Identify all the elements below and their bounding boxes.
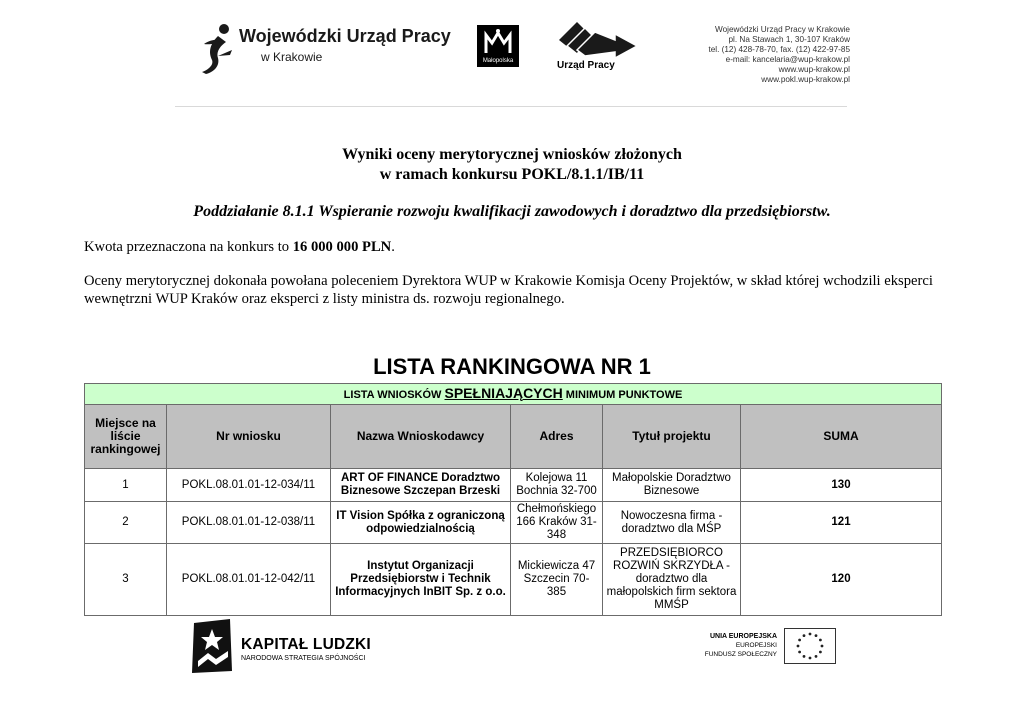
eu-flag-icon [784, 628, 836, 664]
column-header-place: Miejsce na liście rankingowej [85, 405, 167, 469]
eu-line1: UNIA EUROPEJSKA [709, 633, 777, 640]
eu-text [705, 632, 777, 659]
table-row [85, 502, 942, 544]
column-header-address: Adres [511, 405, 603, 469]
table-row [85, 469, 942, 502]
cell-place: 2 [85, 502, 167, 544]
amount-suffix: . [391, 239, 395, 255]
column-header-title: Tytuł projektu [603, 405, 741, 469]
column-header-number: Nr wniosku [167, 405, 331, 469]
wup-logo [198, 22, 451, 78]
kapital-ludzki-emblem-icon [190, 617, 236, 675]
cell-address: Kolejowa 11 Bochnia 32-700 [511, 469, 603, 502]
eu-line2: EUROPEJSKI [735, 642, 777, 649]
cell-place: 3 [85, 544, 167, 616]
ranking-list-heading: LISTA RANKINGOWA NR 1 [373, 354, 651, 379]
address-line: Wojewódzki Urząd Pracy w Krakowie [715, 25, 850, 34]
address-email: e-mail: kancelaria@wup-krakow.pl [725, 54, 850, 64]
cell-applicant: ART OF FINANCE Doradztwo Biznesowe Szczepan Brzeski [331, 469, 511, 502]
band-emphasis: SPEŁNIAJĄCYCH [444, 384, 563, 401]
document-subtitle: Poddziałanie 8.1.1 Wspieranie rozwoju kwalifikacji zawodowych i doradztwo dla przedsiębiorstw. [193, 203, 831, 220]
ranking-table [84, 383, 942, 616]
office-address [708, 25, 850, 84]
eu-logo [690, 626, 840, 666]
cell-place: 1 [85, 469, 167, 502]
malopolska-label: Małopolska [482, 58, 514, 64]
band-prefix: LISTA WNIOSKÓW [343, 388, 445, 401]
amount-prefix: Kwota przeznaczona na konkurs to [84, 239, 293, 255]
cell-title: Małopolskie Doradztwo Biznesowe [603, 469, 741, 502]
cell-title: Nowoczesna firma - doradztwo dla MŚP [603, 502, 741, 544]
address-website: www.wup-krakow.pl [778, 64, 850, 74]
urzad-pracy-logo [555, 20, 641, 75]
address-line: pl. Na Stawach 1, 30-107 Kraków [728, 34, 850, 44]
header-divider [175, 106, 847, 107]
running-figure-icon [198, 22, 236, 76]
malopolska-emblem-icon [477, 27, 519, 59]
cell-number: POKL.08.01.01-12-038/11 [167, 502, 331, 544]
wup-logo-title: Wojewódzki Urząd Pracy [239, 26, 451, 46]
cell-address: Mickiewicza 47 Szczecin 70-385 [511, 544, 603, 616]
eu-line3: FUNDUSZ SPOŁECZNY [704, 651, 777, 658]
page-header [0, 0, 1024, 110]
table-row [85, 544, 942, 616]
amount-paragraph [84, 238, 954, 256]
column-header-applicant: Nazwa Wnioskodawcy [331, 405, 511, 469]
table-band [85, 384, 942, 405]
cell-applicant: Instytut Organizacji Przedsiębiorstw i Technik Informacyjnych InBIT Sp. z o.o. [331, 544, 511, 616]
amount-value: 16 000 000 PLN [292, 239, 392, 255]
column-header-sum: SUMA [741, 405, 942, 469]
document-title-line1: Wyniki oceny merytorycznej wniosków złożonych [342, 146, 682, 163]
kapital-ludzki-title: KAPITAŁ LUDZKI [241, 636, 371, 653]
malopolska-logo [477, 25, 519, 67]
cell-number: POKL.08.01.01-12-034/11 [167, 469, 331, 502]
cell-address: Chełmońskiego 166 Kraków 31-348 [511, 502, 603, 544]
cell-number: POKL.08.01.01-12-042/11 [167, 544, 331, 616]
wup-logo-subtitle: w Krakowie [261, 50, 323, 64]
table-header-row [85, 405, 942, 469]
cell-sum: 130 [741, 469, 942, 502]
cell-sum: 120 [741, 544, 942, 616]
urzad-pracy-label: Urząd Pracy [557, 60, 615, 71]
document-title-line2: w ramach konkursu POKL/8.1.1/IB/11 [379, 166, 645, 183]
cell-sum: 121 [741, 502, 942, 544]
kapital-ludzki-subtitle: NARODOWA STRATEGIA SPÓJNOŚCI [241, 655, 366, 662]
commission-paragraph: Oceny merytorycznej dokonała powołana poleceniem Dyrektora WUP w Krakowie Komisja Oceny Projektów, w skład której wchodzili eksperci wewnętrzni WUP Kraków oraz eksperci z listy ministra ds. rozwoju regionalnego. [84, 273, 933, 307]
address-line: tel. (12) 428-78-70, fax. (12) 422-97-85 [708, 44, 850, 54]
cell-applicant: IT Vision Spółka z ograniczoną odpowiedzialnością [331, 502, 511, 544]
cards-arrow-icon [555, 20, 641, 60]
kapital-ludzki-logo [190, 617, 390, 677]
cell-title: PRZEDSIĘBIORCO ROZWIŃ SKRZYDŁA - doradztwo dla małopolskich firm sektora MMŚP [603, 544, 741, 616]
band-suffix: MINIMUM PUNKTOWE [562, 388, 683, 401]
address-website-pokl: www.pokl.wup-krakow.pl [761, 74, 850, 84]
